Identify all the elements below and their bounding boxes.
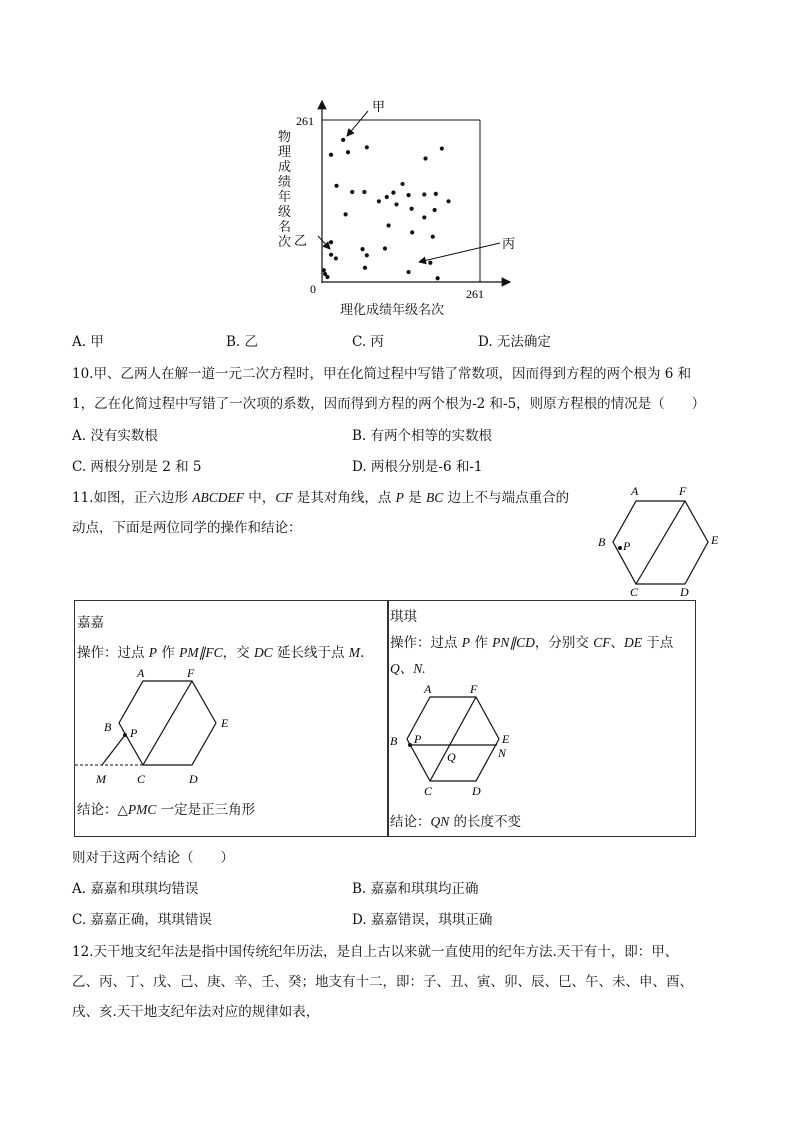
q11-option-d[interactable]: D. 嘉嘉错误，琪琪正确 — [352, 912, 493, 928]
scatter-figure — [270, 95, 516, 320]
scatter-point — [363, 266, 367, 270]
svg-text:A: A — [631, 484, 639, 498]
svg-text:B: B — [598, 535, 606, 549]
svg-text:M: M — [96, 772, 106, 786]
scatter-point — [431, 235, 435, 239]
scatter-point — [434, 192, 438, 196]
q11-line-1: 11.如图，正六边形 ABCDEF 中，CF 是其对角线，点 P 是 BC 边上不与端点重合的 — [72, 490, 570, 506]
x-axis-label: 理化成绩年级名次 — [340, 303, 445, 318]
left-hexagon — [75, 665, 245, 793]
q11-left-box — [74, 600, 389, 837]
right-hexagon — [388, 683, 528, 803]
scatter-point — [406, 193, 410, 197]
scatter-point — [365, 253, 369, 257]
scatter-point — [432, 208, 436, 212]
svg-text:D: D — [472, 784, 481, 798]
y-axis-label: 物理成绩年级名次 — [278, 130, 292, 250]
hexagon-figure — [592, 482, 727, 602]
q9-option-c[interactable]: C. 丙 — [352, 334, 384, 350]
svg-text:F: F — [187, 666, 195, 680]
q10-line-1: 10.甲、乙两人在解一道一元二次方程时，甲在化简过程中写错了常数项，因而得到方程的两个根为 6 和 — [72, 366, 692, 382]
svg-text:E: E — [711, 533, 719, 547]
scatter-point — [410, 230, 414, 234]
left-name: 嘉嘉 — [77, 615, 104, 631]
svg-text:C: C — [630, 585, 639, 599]
q9-option-b[interactable]: B. 乙 — [226, 334, 259, 350]
scatter-point — [341, 138, 345, 142]
left-conclusion: 结论：△PMC 一定是正三角形 — [77, 802, 256, 818]
q10-line-2: 1，乙在化简过程中写错了一次项的系数，因而得到方程的两个根为-2 和-5，则原方程根的情况是（ ） — [72, 396, 706, 412]
q11-line-2: 动点，下面是两位同学的操作和结论： — [72, 520, 302, 536]
scatter-point — [406, 270, 410, 274]
origin-label: 0 — [310, 282, 316, 296]
left-operation: 操作：过点 P 作 PM∥FC，交 DC 延长线于点 M. — [77, 645, 365, 661]
q12-line-3: 戌、亥.天干地支纪年法对应的规律如表， — [72, 1004, 320, 1020]
q10-option-b[interactable]: B. 有两个相等的实数根 — [352, 428, 493, 444]
svg-text:C: C — [424, 784, 433, 798]
scatter-point — [422, 192, 426, 196]
arrow-bing — [419, 243, 500, 262]
label-bing: 丙 — [502, 237, 516, 252]
svg-text:P: P — [130, 726, 138, 740]
scatter-point — [329, 153, 333, 157]
q10-option-c[interactable]: C. 两根分别是 2 和 5 — [72, 459, 202, 475]
scatter-point — [422, 215, 426, 219]
svg-text:C: C — [137, 772, 146, 786]
arrow-yi — [318, 236, 330, 249]
scatter-point — [329, 253, 333, 257]
scatter-point — [344, 212, 348, 216]
scatter-point — [383, 246, 387, 250]
scatter-point — [409, 207, 413, 211]
svg-text:N: N — [498, 746, 507, 760]
right-name: 琪琪 — [390, 609, 417, 625]
right-operation-2: Q、N. — [390, 661, 426, 676]
svg-text:D: D — [189, 772, 198, 786]
scatter-point — [322, 268, 326, 272]
scatter-point — [377, 199, 381, 203]
q11-option-c[interactable]: C. 嘉嘉正确，琪琪错误 — [72, 912, 212, 928]
scatter-point — [385, 195, 389, 199]
y-max-tick: 261 — [296, 114, 314, 128]
q11-option-b[interactable]: B. 嘉嘉和琪琪均正确 — [352, 881, 479, 897]
q11-right-box — [387, 600, 696, 837]
scatter-point — [391, 191, 395, 195]
svg-text:A: A — [137, 666, 145, 680]
x-max-tick: 261 — [466, 287, 484, 301]
svg-text:E: E — [221, 716, 229, 730]
q10-option-d[interactable]: D. 两根分别是-6 和-1 — [352, 459, 483, 475]
svg-text:P: P — [414, 732, 422, 746]
scatter-point — [428, 261, 432, 265]
q10-option-a[interactable]: A. 没有实数根 — [72, 428, 158, 444]
scatter-point — [436, 276, 440, 280]
scatter-point — [350, 190, 354, 194]
label-yi: 乙 — [294, 234, 308, 249]
scatter-point — [440, 146, 444, 150]
svg-text:D: D — [680, 585, 689, 599]
svg-text:E: E — [502, 732, 510, 746]
scatter-point — [334, 184, 338, 188]
scatter-point — [360, 247, 364, 251]
svg-text:Q: Q — [447, 750, 456, 764]
right-conclusion: 结论：QN 的长度不变 — [390, 814, 522, 830]
svg-text:B: B — [104, 720, 112, 734]
svg-text:B: B — [390, 734, 398, 748]
scatter-point — [329, 240, 333, 244]
q9-option-d[interactable]: D. 无法确定 — [478, 334, 551, 350]
svg-text:P: P — [623, 539, 631, 553]
q9-option-a[interactable]: A. 甲 — [72, 334, 104, 350]
q12-line-1: 12.天干地支纪年法是指中国传统纪年历法，是自上古以来就一直使用的纪年方法.天干有十，即：甲、 — [72, 944, 679, 960]
svg-text:A: A — [424, 682, 432, 696]
scatter-point — [365, 145, 369, 149]
scatter-point — [423, 156, 427, 160]
scatter-point — [394, 202, 398, 206]
q11-option-a[interactable]: A. 嘉嘉和琪琪均错误 — [72, 881, 199, 897]
svg-text:F: F — [470, 682, 478, 696]
scatter-point — [334, 256, 338, 260]
q12-line-2: 乙、丙、丁、戊、己、庚、辛、壬、癸；地支有十二，即：子、丑、寅、卯、辰、巳、午、未、申、酉、 — [72, 974, 693, 990]
scatter-point — [362, 190, 366, 194]
arrow-jia — [347, 111, 368, 136]
svg-text:F: F — [679, 484, 687, 498]
scatter-point — [346, 150, 350, 154]
q11-question: 则对于这两个结论（ ） — [72, 850, 234, 866]
scatter-point — [386, 223, 390, 227]
label-jia: 甲 — [372, 100, 386, 115]
scatter-point — [325, 275, 329, 279]
scatter-point — [400, 182, 404, 186]
scatter-point — [446, 199, 450, 203]
right-operation: 操作：过点 P 作 PN∥CD，分别交 CF、DE 于点 — [390, 635, 674, 651]
